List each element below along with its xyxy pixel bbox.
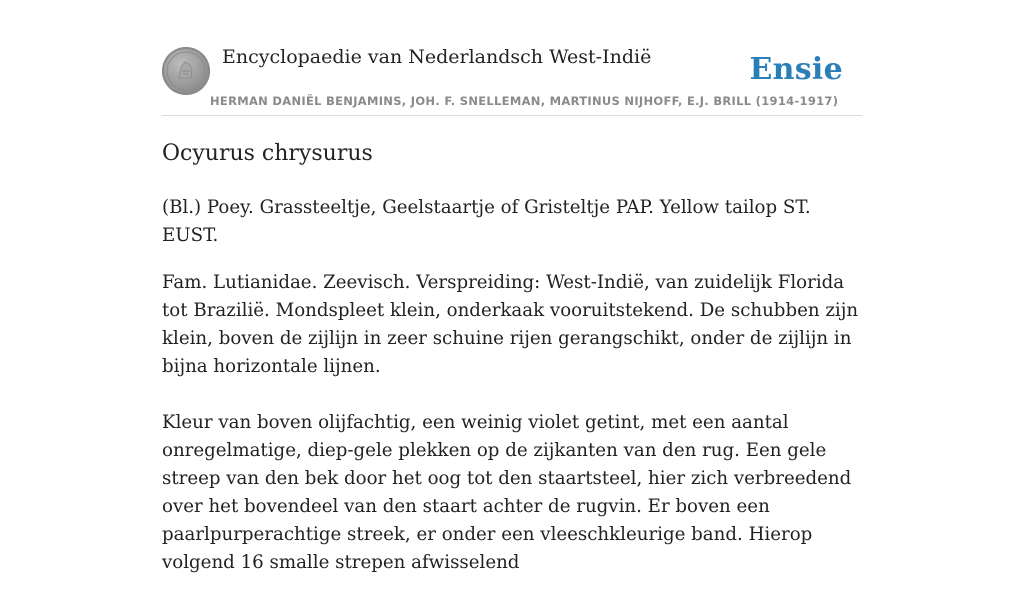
entry-content [162,138,862,605]
coin-seal-icon[interactable] [162,47,210,95]
entry-paragraph: Kleur van boven olijfachtig, een weinig violet getint, met een aantal onregelmatige, diep-gele plekken op de zijkanten van den rug. Een gele streep van den bek door het oog tot den staartsteel, hier zich verbreedend over het bovendeel van den staart achter de rugvin. Er boven een paarlpurperachtige streek, er onder een vleeschkleurige band. Hierop volgend 16 smalle strepen afwisselend [162,412,852,573]
book-title[interactable]: Encyclopaedie van Nederlandsch West-Indië [222,46,652,68]
page-header [162,40,862,116]
entry-paragraph: Fam. Lutianidae. Zeevisch. Verspreiding: West-Indië, van zuidelijk Florida tot Brazilië. Mondspleet klein, onderkaak vooruitstekend. De schubben zijn klein, boven de zijlijn in zeer schuine rijen gerangschikt, onder de zijlijn in bijna horizontale lijnen. [162,272,859,377]
authors-line: HERMAN DANIËL BENJAMINS, JOH. F. SNELLEMAN, MARTINUS NIJHOFF, E.J. BRILL (1914-1917) [210,94,839,108]
brand-logo[interactable]: Ensie [749,52,843,87]
entry-intro: (Bl.) Poey. Grassteeltje, Geelstaartje of Gristeltje PAP. Yellow tailop ST. EUST. [162,197,811,246]
entry-title: Ocyurus chrysurus [162,141,373,166]
